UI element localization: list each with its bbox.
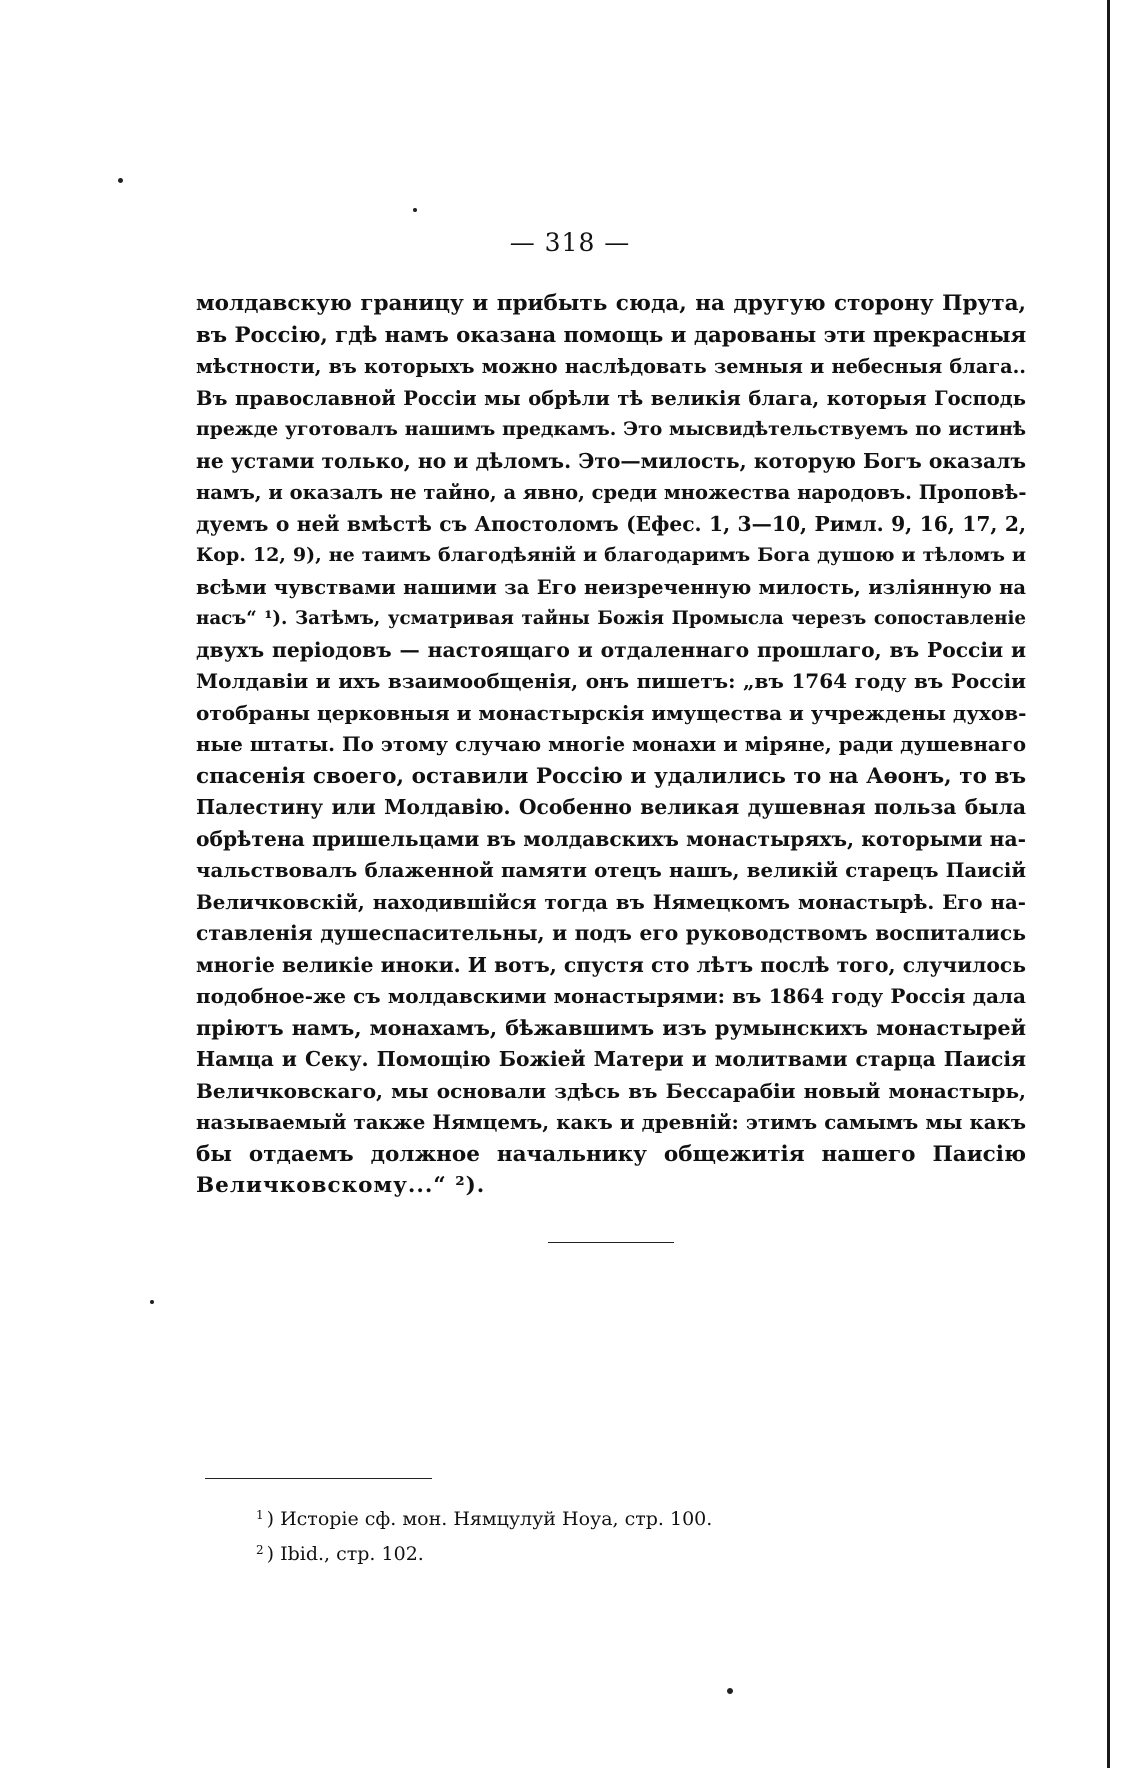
body-text (196, 288, 1026, 1202)
text-line: въ Россію, гдѣ намъ оказана помощь и дарованы эти прекрасныя (196, 322, 1027, 348)
footnote-text: ) Ibid., стр. 102. (266, 1543, 424, 1565)
footnote-mark: 1 (256, 1508, 264, 1522)
text-line: Въ православной Россіи мы обрѣли тѣ великія блага, которыя Господь (196, 386, 1026, 410)
text-line: Кор. 12, 9), не таимъ благодѣяній и благодаримъ Бога душою и тѣломъ и (196, 544, 1026, 566)
text-line: Палестину или Молдавію. Особенно великая душевная польза была (196, 795, 1026, 819)
text-line: Намца и Секу. Помощію Божіей Матери и молитвами старца Паисія (196, 1047, 1026, 1071)
text-line: бы отдаемъ должное начальнику общежитія нашего Паисію (196, 1141, 1026, 1167)
text-line: обрѣтена пришельцами въ молдавскихъ монастыряхъ, которыми на- (196, 826, 1026, 851)
footnote-2 (256, 1535, 956, 1570)
text-line: насъ“ ¹). Затѣмъ, усматривая тайны Божія Промысла черезъ сопоставленіе (196, 608, 1026, 629)
text-line: не устами только, но и дѣломъ. Это—милость, которую Богъ оказалъ (196, 448, 1026, 473)
text-line: отобраны церковныя и монастырскія имущества и учреждены духов- (196, 700, 1027, 725)
text-line: Величковскому...“ ²). (196, 1173, 486, 1198)
scan-speck (413, 208, 417, 212)
text-line: ные штаты. По этому случаю многіе монахи и міряне, ради душевнаго (196, 732, 1026, 756)
text-line: ставленія душеспасительны, и подъ его руководствомъ воспитались (196, 921, 1026, 945)
scan-speck (150, 1300, 154, 1304)
footnotes (256, 1500, 956, 1570)
footnote-rule (205, 1478, 432, 1479)
text-line: спасенія своего, оставили Россію и удалились то на Аѳонъ, то въ (196, 763, 1026, 789)
text-line: многіе великіе иноки. И вотъ, спустя сто лѣтъ послѣ того, случилось (196, 952, 1026, 977)
footnote-text: ) Исторіе сф. мон. Нямцулуй Ноуа, стр. 100. (266, 1508, 713, 1530)
text-line: чальствовалъ блаженной памяти отецъ нашъ, великій старецъ Паисій (196, 858, 1026, 882)
text-line: Молдавіи и ихъ взаимообщенія, онъ пишетъ: „въ 1764 году въ Россіи (196, 669, 1026, 693)
scan-speck (118, 178, 123, 183)
text-line: дуемъ о ней вмѣстѣ съ Апостоломъ (Ефес. 1, 3—10, Римл. 9, 16, 17, 2, (196, 511, 1026, 536)
text-line: Величковскаго, мы основали здѣсь въ Бессарабіи новый монастырь, (196, 1078, 1026, 1103)
footnote-1 (256, 1500, 956, 1535)
text-line: прежде уготовалъ нашимъ предкамъ. Это мысвидѣтельствуемъ по истинѣ (196, 418, 1026, 440)
text-line: Величковскій, находившійся тогда въ Нямецкомъ монастырѣ. Его на- (196, 889, 1026, 914)
text-line: двухъ періодовъ — настоящаго и отдаленнаго прошлаго, въ Россіи и (196, 637, 1026, 662)
text-line: молдавскую границу и прибыть сюда, на другую сторону Прута, (196, 291, 1026, 316)
text-line: всѣми чувствами нашими за Его неизреченную милость, изліянную на (196, 575, 1026, 599)
section-separator (548, 1242, 674, 1243)
text-line: мѣстности, въ которыхъ можно наслѣдовать земныя и небесныя блага.. (196, 355, 1026, 378)
text-line: называемый также Нямцемъ, какъ и древній: этимъ самымъ мы какъ (196, 1110, 1026, 1134)
text-line: пріютъ намъ, монахамъ, бѣжавшимъ изъ румынскихъ монастырей (196, 1015, 1026, 1040)
page-edge-shadow (1107, 0, 1110, 1768)
text-line: подобное-же съ молдавскими монастырями: въ 1864 году Россія дала (196, 984, 1026, 1008)
scan-speck (727, 1688, 733, 1694)
page-number: — 318 — (509, 228, 631, 257)
text-line: намъ, и оказалъ не тайно, а явно, среди множества народовъ. Проповѣ- (196, 481, 1027, 504)
footnote-mark: 2 (256, 1543, 264, 1557)
